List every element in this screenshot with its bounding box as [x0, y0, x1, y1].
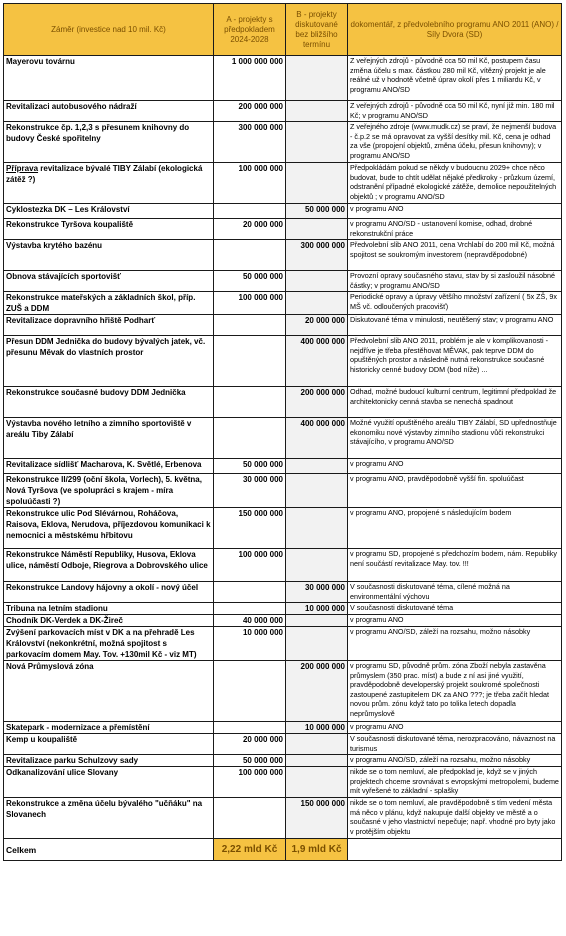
project-name-text: Rekonstrukce Náměstí Republiky, Husova, Eklova ulice, náměstí Odboje, Riegrova a Dobrovského ulice	[6, 550, 208, 570]
cost-b: 50 000 000	[286, 204, 348, 219]
project-name	[4, 315, 214, 336]
project-name	[4, 101, 214, 122]
cost-b	[286, 615, 348, 627]
comment: v programu ANO/SD, záleží na rozsahu, možno násobky	[348, 627, 562, 661]
cost-b: 10 000 000	[286, 722, 348, 734]
cost-a: 10 000 000	[214, 627, 286, 661]
cost-a: 20 000 000	[214, 734, 286, 755]
comment: V současnosti diskutované téma, cílené možná na environmentální výchovu	[348, 582, 562, 603]
cost-a	[214, 315, 286, 336]
project-name-text: Výstavba nového letního a zimního sportoviště v areálu Tiby Zálabí	[6, 419, 192, 439]
total-row	[4, 839, 562, 861]
comment: Odhad, možné budoucí kulturní centrum, legitimní předpoklad že architektonicky cenná stavba se nenechá spadnout	[348, 387, 562, 418]
cost-b	[286, 474, 348, 508]
cost-b	[286, 734, 348, 755]
project-name	[4, 122, 214, 163]
cost-b	[286, 459, 348, 474]
project-name-text: Rekonstrukce čp. 1,2,3 s přesunem knihovny do budovy České spořitelny	[6, 123, 190, 143]
table-row	[4, 582, 562, 603]
cost-a	[214, 582, 286, 603]
project-name-text: Rekonstrukce Tyršova koupaliště	[6, 220, 134, 229]
cost-a: 300 000 000	[214, 122, 286, 163]
cost-a	[214, 661, 286, 722]
cost-a	[214, 387, 286, 418]
project-name	[4, 459, 214, 474]
cost-a: 1 000 000 000	[214, 56, 286, 101]
table-row	[4, 755, 562, 767]
cost-a: 100 000 000	[214, 767, 286, 798]
project-name	[4, 56, 214, 101]
cost-b: 30 000 000	[286, 582, 348, 603]
comment: v programu SD, propojené s předchozím bodem, nám. Republiky není součástí revitalizace May. tov. !!!	[348, 549, 562, 582]
cost-b: 200 000 000	[286, 387, 348, 418]
project-name	[4, 271, 214, 292]
header-b: B - projekty diskutované bez bližšího termínu	[286, 4, 348, 56]
total-label: Celkem	[4, 839, 214, 861]
cost-a	[214, 798, 286, 839]
comment: Z veřejných zdrojů - původně cca 50 mil Kč, nyní již min. 180 mil Kč; v programu ANO/SD	[348, 101, 562, 122]
cost-b	[286, 163, 348, 204]
cost-b	[286, 767, 348, 798]
table-row	[4, 722, 562, 734]
comment: nikde se o tom nemluví, ale předpoklad je, když se v jiných projektech chceme srovnávat s evropskými metropolemi, budeme mít vyřešené to základní - splašky	[348, 767, 562, 798]
cost-b: 300 000 000	[286, 240, 348, 271]
cost-a	[214, 603, 286, 615]
comment: v programu ANO/SD - ustanovení komise, odhad, drobné rekonstrukční práce	[348, 219, 562, 240]
comment: V současnosti diskutované téma	[348, 603, 562, 615]
comment: Periodické opravy a úpravy většího množství zařízení ( 5x ZŠ, 9x MŠ vč. odloučených pracovišť)	[348, 292, 562, 315]
project-name	[4, 240, 214, 271]
cost-a: 50 000 000	[214, 755, 286, 767]
table-row	[4, 387, 562, 418]
cost-b	[286, 549, 348, 582]
table-row	[4, 615, 562, 627]
project-name	[4, 798, 214, 839]
project-name-text: Kemp u koupaliště	[6, 735, 78, 744]
cost-b	[286, 627, 348, 661]
cost-b	[286, 101, 348, 122]
comment: Diskutované téma v minulosti, neutěšený stav; v programu ANO	[348, 315, 562, 336]
cost-a: 100 000 000	[214, 292, 286, 315]
project-name-text: revitalizace bývalé TIBY Zálabí (ekologická zátěž ?)	[6, 164, 203, 184]
comment: Z veřejného zdroje (www.mudk.cz) se praví, že nejmenší budova - č.p.2 se má opravovat za vyšší desítky mil. Kč, cena je odhad za vše (propojení objektů, změna účelu, přesun knihovny); v programu ANO/SD	[348, 122, 562, 163]
cost-a	[214, 204, 286, 219]
project-name-text: Revitalizaci autobusového nádraží	[6, 102, 137, 111]
project-name-text: Rekonstrukce mateřských a základních škol, příp. ZUŠ a DDM	[6, 293, 196, 313]
table-row	[4, 204, 562, 219]
project-name	[4, 474, 214, 508]
project-name-text: Nová Průmyslová zóna	[6, 662, 94, 671]
table-row	[4, 240, 562, 271]
comment: v programu ANO/SD, záleží na rozsahu, možno násobky	[348, 755, 562, 767]
project-name-text: Rekonstrukce Landovy hájovny a okolí - nový účel	[6, 583, 199, 592]
total-a: 2,22 mld Kč	[214, 839, 286, 861]
table-row	[4, 661, 562, 722]
table-row	[4, 56, 562, 101]
cost-a	[214, 418, 286, 459]
table-row	[4, 734, 562, 755]
comment: v programu ANO	[348, 722, 562, 734]
project-name-text: Skatepark - modernizace a přemístění	[6, 723, 150, 732]
comment: v programu ANO, pravděpodobně vyšší fin. spoluúčast	[348, 474, 562, 508]
cost-b	[286, 271, 348, 292]
table-row	[4, 336, 562, 387]
project-name	[4, 163, 214, 204]
project-name-underlined: Příprava	[6, 164, 39, 173]
project-name	[4, 722, 214, 734]
comment: v programu ANO	[348, 615, 562, 627]
cost-b	[286, 56, 348, 101]
comment: v programu ANO, propojené s následujícím bodem	[348, 508, 562, 549]
project-name	[4, 603, 214, 615]
cost-a: 40 000 000	[214, 615, 286, 627]
project-name	[4, 767, 214, 798]
project-name-text: Rekonstrukce současné budovy DDM Jednička	[6, 388, 186, 397]
project-name	[4, 508, 214, 549]
cost-a	[214, 722, 286, 734]
comment: Předvolební slib ANO 2011, cena Vrchlabí do 200 mil Kč, možná spojitost se soukromým investorem (nepravděpodobné)	[348, 240, 562, 271]
project-name	[4, 292, 214, 315]
project-name-text: Cyklostezka DK – Les Království	[6, 205, 130, 214]
project-name-text: Rekonstrukce a změna účelu bývalého "učňáku" na Slovanech	[6, 799, 203, 819]
cost-b: 20 000 000	[286, 315, 348, 336]
table-row	[4, 767, 562, 798]
cost-a: 20 000 000	[214, 219, 286, 240]
cost-b: 150 000 000	[286, 798, 348, 839]
table-row	[4, 508, 562, 549]
table-row	[4, 315, 562, 336]
comment: Z veřejných zdrojů - původně cca 50 mil Kč, postupem času změna účelu s max. částkou 280 mil Kč, vítězný projekt je ale reálné už v hodnotě včetně úprav okolí přes 1 miliardu Kč, v programu ANO/SD	[348, 56, 562, 101]
cost-a: 50 000 000	[214, 459, 286, 474]
project-name	[4, 418, 214, 459]
project-name-text: Odkanalizování ulice Slovany	[6, 768, 119, 777]
project-name	[4, 661, 214, 722]
total-b: 1,9 mld Kč	[286, 839, 348, 861]
project-name-text: Revitalizace sídlišť Macharova, K. Světlé, Erbenova	[6, 460, 202, 469]
project-name-text: Zvýšení parkovacích míst v DK a na přehradě Les Království (nekonkrétní, možná spojitost s parkovacím domem May. Tov. +130mil Kč - viz MT)	[6, 628, 197, 659]
cost-b: 400 000 000	[286, 418, 348, 459]
table-row	[4, 292, 562, 315]
table-row	[4, 101, 562, 122]
table-row	[4, 163, 562, 204]
cost-b: 200 000 000	[286, 661, 348, 722]
cost-b	[286, 219, 348, 240]
project-name-text: Výstavba krytého bazénu	[6, 241, 103, 250]
project-name	[4, 615, 214, 627]
comment: Možné využití opuštěného areálu TIBY Zálabí, SD upřednostňuje ekonomiku nové výstavby zimního stadionu vůči rekonstrukci stávajícího, v programu ANO/SD	[348, 418, 562, 459]
project-name-text: Rekonstrukce II/299 (oční škola, Vorlech), 5. května, Nová Tyršova (ve spolupráci s krajem - míra spoluúčasti ?)	[6, 475, 202, 506]
project-name	[4, 219, 214, 240]
project-name	[4, 549, 214, 582]
cost-a: 150 000 000	[214, 508, 286, 549]
project-name	[4, 336, 214, 387]
project-name-text: Mayerovu továrnu	[6, 57, 75, 66]
comment: v programu ANO	[348, 459, 562, 474]
project-name-text: Tribuna na letním stadionu	[6, 604, 108, 613]
table-row	[4, 627, 562, 661]
project-name-text: Chodník DK-Verdek a DK-Žireč	[6, 616, 123, 625]
comment: V současnosti diskutované téma, nerozpracováno, návaznost na turismus	[348, 734, 562, 755]
cost-b: 10 000 000	[286, 603, 348, 615]
header-project: Záměr (investice nad 10 mil. Kč)	[4, 4, 214, 56]
header-row	[4, 4, 562, 56]
project-name	[4, 387, 214, 418]
project-name-text: Obnova stávajících sportovišť	[6, 272, 121, 281]
table-row	[4, 418, 562, 459]
comment: v programu SD, původně prům. zóna Zboží nebyla zastavěna průmyslem (350 prac. míst) a bude z ní asi jiné využití, pravděpodobně developerský projekt soukromé společnosti zastoupené zastupitelem DK za ANO ???; je třeba začít hledat novou prům. zónu když tato po tolika letech dopadla neprůmyslově	[348, 661, 562, 722]
cost-a: 100 000 000	[214, 549, 286, 582]
comment: v programu ANO	[348, 204, 562, 219]
header-comment: dokomentář, z předvolebního programu ANO 2011 (ANO) / Síly Dvora (SD)	[348, 4, 562, 56]
cost-b	[286, 292, 348, 315]
project-name-text: Revitalizace parku Schulzovy sady	[6, 756, 139, 765]
project-name	[4, 734, 214, 755]
cost-b	[286, 508, 348, 549]
table-row	[4, 603, 562, 615]
project-name-text: Rekonstrukce ulic Pod Slévárnou, Roháčova, Raisova, Eklova, Nerudova, příjezdovou komunikaci k nemocnici a městskému hřbitovu	[6, 509, 211, 540]
project-name	[4, 582, 214, 603]
comment: Předvolební slib ANO 2011, problém je ale v komplikovanosti - nejdříve je třeba přestěhovat MĚVAK, pak teprve DDM do opuštěných prostor a následně nutná rekonstrukce současné historicky cenné budovy DDM (bod níže) ...	[348, 336, 562, 387]
table-row	[4, 271, 562, 292]
project-name-text: Revitalizace dopravního hřiště Podharť	[6, 316, 156, 325]
comment: Provozní opravy současného stavu, stav by si zasloužil násobné částky; v programu ANO/SD	[348, 271, 562, 292]
project-name	[4, 755, 214, 767]
cost-b	[286, 122, 348, 163]
cost-a: 50 000 000	[214, 271, 286, 292]
table-row	[4, 459, 562, 474]
table-row	[4, 219, 562, 240]
table-row	[4, 549, 562, 582]
cost-b	[286, 755, 348, 767]
table-row	[4, 122, 562, 163]
comment: nikde se o tom nemluví, ale pravděpodobně s tím vedení města má něco v plánu, když nakupuje další objekty ve městě a o současné v jeho vlastnictví nepečuje; např. vhodné pro byty jako v protějším objektu	[348, 798, 562, 839]
table-body	[4, 56, 562, 861]
header-a: A - projekty s předpokladem 2024-2028	[214, 4, 286, 56]
cost-a: 100 000 000	[214, 163, 286, 204]
cost-a	[214, 240, 286, 271]
cost-a: 200 000 000	[214, 101, 286, 122]
table-row	[4, 798, 562, 839]
project-name	[4, 627, 214, 661]
project-name-text: Přesun DDM Jednička do budovy bývalých jatek, vč. přesunu Měvak do vlastních prostor	[6, 337, 206, 357]
total-note	[348, 839, 562, 861]
table-row	[4, 474, 562, 508]
project-name	[4, 204, 214, 219]
cost-b: 400 000 000	[286, 336, 348, 387]
cost-a	[214, 336, 286, 387]
investment-table	[3, 3, 562, 861]
cost-a: 30 000 000	[214, 474, 286, 508]
comment: Předpokládám pokud se někdy v budoucnu 2029+ chce něco budovat, bude to chtít udělat nějaké předkroky - průzkum území, odstranění případné ekologické zátěže, demolice nepoužitelných objektů ; v programu ANO/SD	[348, 163, 562, 204]
